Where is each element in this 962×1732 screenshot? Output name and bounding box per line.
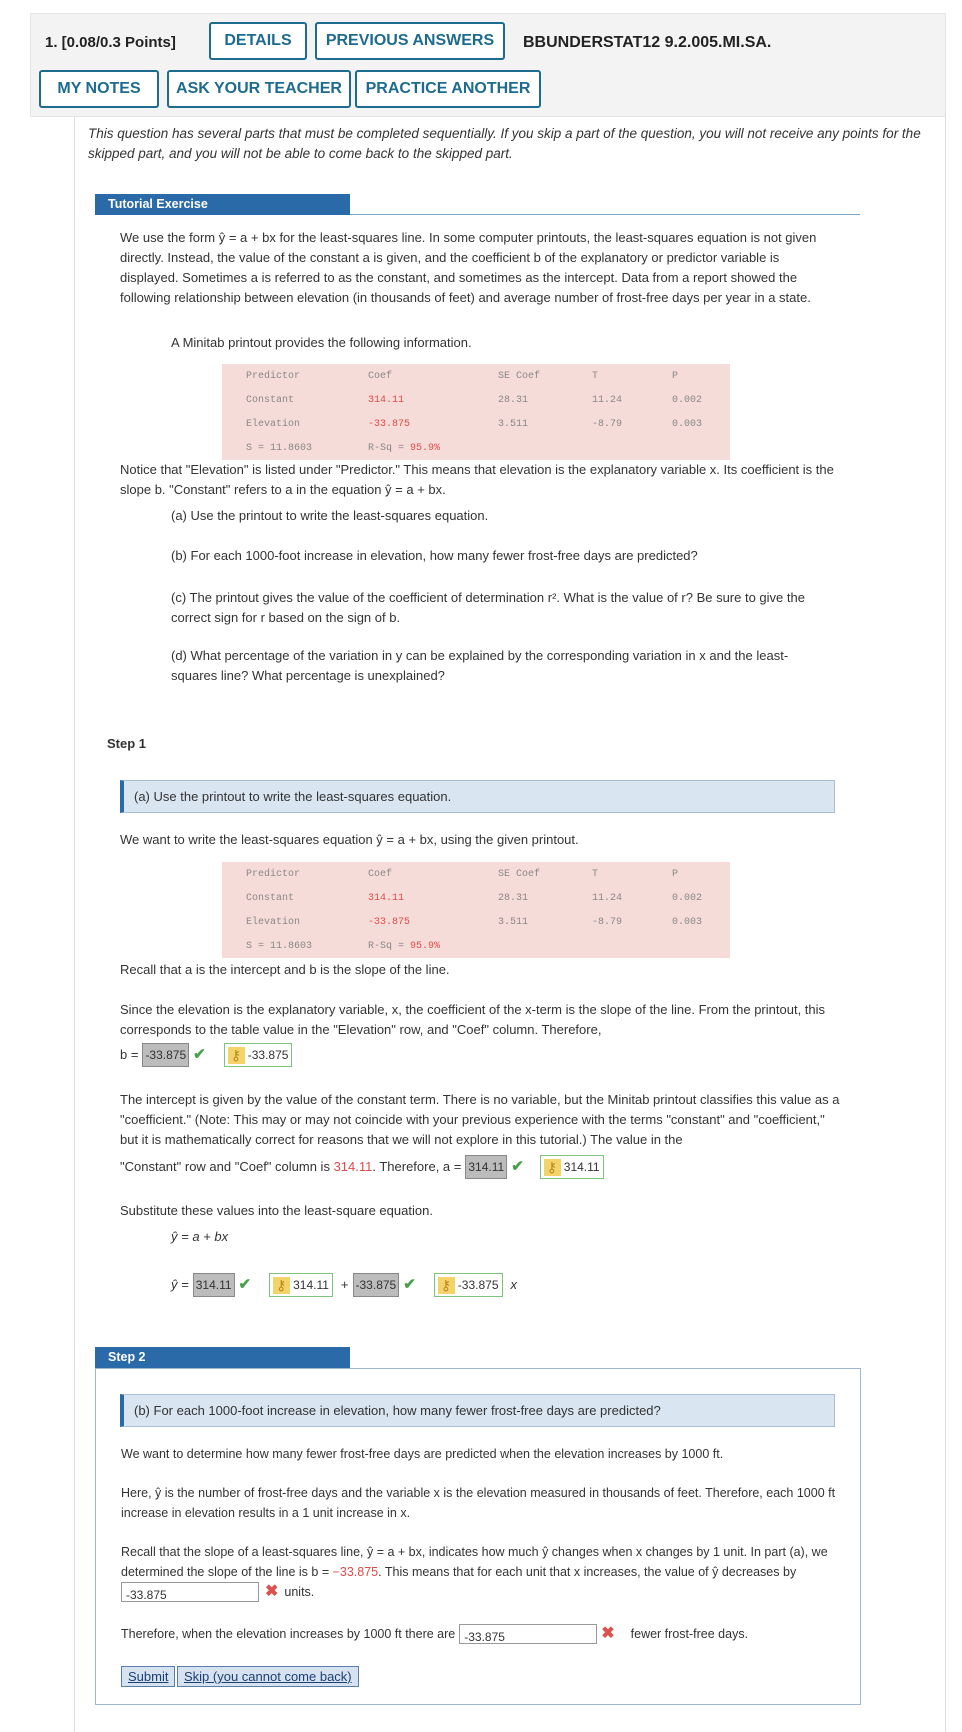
step1-want: We want to write the least-squares equation ŷ = a + bx, using the given printout.	[120, 832, 579, 847]
s-value: S = 11.8603	[246, 443, 313, 454]
minitab-printout	[222, 364, 730, 460]
tutorial-header: Tutorial Exercise	[95, 194, 350, 215]
row-elevation-se: 3.511	[498, 917, 529, 928]
s-value: S = 11.8603	[246, 941, 313, 952]
step2-question-bar: (b) For each 1000-foot increase in elevation, how many fewer frost-free days are predicted?	[120, 1394, 835, 1427]
y-hat-label: ŷ =	[171, 1277, 189, 1292]
b-key-answer: ⚷ -33.875	[224, 1043, 293, 1067]
units-answer-row	[121, 1582, 521, 1602]
step1-since: Since the elevation is the explanatory variable, x, the coefficient of the x-term is the slope of the line. From the printout, this corresponds to the table value in the "Elevation" row, and "Coef" column. Therefore,	[120, 1002, 826, 1037]
row-constant-name: Constant	[246, 893, 295, 904]
step2-p3: Recall that the slope of a least-squares line, ŷ = a + bx, indicates how much ŷ changes when x changes by 1 unit. In part (a), we determined the slope of the line is b = −33.875. This means that for each unit that x increases, the value of ŷ decreases by	[121, 1545, 828, 1579]
a-key-answer: ⚷ 314.11	[540, 1155, 604, 1179]
correct-check-icon: ✔	[238, 1276, 252, 1293]
row-constant-coef: 314.11	[368, 395, 405, 406]
step1-substitute: Substitute these values into the least-square equation.	[120, 1203, 433, 1218]
eq-b-key-answer: ⚷ -33.875	[434, 1273, 503, 1297]
key-icon	[228, 1047, 245, 1064]
incorrect-x-icon: ✖	[601, 1625, 615, 1642]
correct-check-icon: ✔	[511, 1158, 524, 1175]
row-constant-t: 11.24	[592, 893, 623, 904]
row-elevation-t: -8.79	[592, 917, 623, 928]
my-notes-button[interactable]: MY NOTES	[39, 70, 159, 108]
question-b: (b) For each 1000-foot increase in elevation, how many fewer frost-free days are predicted?	[171, 548, 698, 563]
step1-recall: Recall that a is the intercept and b is the slope of the line.	[120, 962, 450, 977]
col-se-coef: SE Coef	[498, 869, 541, 880]
eq-a-key-answer: ⚷ 314.11	[269, 1273, 333, 1297]
practice-another-button[interactable]: PRACTICE ANOTHER	[355, 70, 541, 108]
incorrect-x-icon: ✖	[265, 1583, 279, 1600]
previous-answers-button[interactable]: PREVIOUS ANSWERS	[315, 22, 505, 60]
step1-label: Step 1	[107, 736, 147, 751]
row-constant-name: Constant	[246, 395, 295, 406]
key-icon	[544, 1159, 561, 1176]
step2-label: Step 2	[95, 1347, 350, 1368]
eq-b-value: -33.875	[353, 1273, 400, 1297]
step2-p2: Here, ŷ is the number of frost-free days and the variable x is the elevation measured in thousands of feet. Therefore, each 1000 ft increase in elevation results in a 1 unit increase in x.	[121, 1486, 836, 1520]
key-icon	[438, 1277, 455, 1294]
fewer-days-text: fewer frost-free days.	[630, 1627, 749, 1641]
plus-sign: +	[340, 1277, 349, 1292]
minitab-printout-2	[222, 862, 730, 958]
col-p: P	[672, 869, 679, 880]
row-elevation-se: 3.511	[498, 419, 529, 430]
tutorial-paragraph: We use the form ŷ = a + bx for the least-squares line. In some computer printouts, the least-squares equation is not given directly. Instead, the value of the constant a is given, and the coefficient b of the explanatory or predictor variable is displayed. Sometimes a is referred to as the constant, and sometimes as the intercept. Data from a report showed the following relationship between elevation (in thousands of feet) and average number of frost-free days per year in a state.	[120, 230, 817, 305]
col-coef: Coef	[368, 371, 393, 382]
submit-button[interactable]: Submit	[121, 1666, 175, 1687]
frost-free-answer-row	[121, 1624, 841, 1644]
row-elevation-coef: -33.875	[368, 419, 411, 430]
row-constant-p: 0.002	[672, 395, 703, 406]
units-label: units.	[284, 1585, 315, 1599]
frost-free-days-input[interactable]: -33.875	[459, 1624, 597, 1644]
question-points: 1. [0.08/0.3 Points]	[45, 34, 176, 51]
printout-intro: A Minitab printout provides the following information.	[171, 335, 472, 350]
r-sq: R-Sq = 95.9%	[368, 443, 441, 454]
equation-template: ŷ = a + bx	[171, 1229, 229, 1244]
step1-intercept: The intercept is given by the value of the constant term. There is no variable, but the Minitab printout classifies this value as a "coefficient." (Note: This may or may not coincide with your previous experience with the terms "constant" and "coefficient," but it is mathematically correct for reasons that we will not explore in this tutorial.) The value in the	[120, 1092, 840, 1147]
row-elevation-p: 0.003	[672, 419, 703, 430]
step2-p1: We want to determine how many fewer frost-free days are predicted when the elevation increases by 1000 ft.	[121, 1447, 724, 1461]
row-constant-p: 0.002	[672, 893, 703, 904]
col-se-coef: SE Coef	[498, 371, 541, 382]
row-constant-se: 28.31	[498, 893, 529, 904]
col-t: T	[592, 371, 599, 382]
question-c: (c) The printout gives the value of the coefficient of determination r². What is the value of r? Be sure to give the correct sign for r based on the sign of b.	[171, 590, 805, 625]
intro-note: This question has several parts that must be completed sequentially. If you skip a part of the question, you will not receive any points for the skipped part, and you will not be able to come back to the skipped part.	[88, 126, 921, 161]
b-answer-value: -33.875	[142, 1043, 189, 1067]
constant-value: 314.11	[333, 1159, 373, 1174]
row-constant-coef: 314.11	[368, 893, 405, 904]
key-icon	[273, 1277, 290, 1294]
question-id: BBUNDERSTAT12 9.2.005.MI.SA.	[523, 34, 772, 51]
units-decrease-input[interactable]: -33.875	[121, 1582, 259, 1602]
col-p: P	[672, 371, 679, 382]
equation-answer-row	[171, 1273, 771, 1297]
col-predictor: Predictor	[246, 371, 301, 382]
a-label: . Therefore, a =	[372, 1159, 462, 1174]
correct-check-icon: ✔	[403, 1276, 416, 1293]
b-label: b =	[120, 1047, 139, 1062]
details-button[interactable]: DETAILS	[209, 22, 307, 60]
question-a: (a) Use the printout to write the least-squares equation.	[171, 508, 489, 523]
row-elevation-p: 0.003	[672, 917, 703, 928]
a-answer-value: 314.11	[465, 1155, 507, 1179]
b-answer-row	[120, 1043, 420, 1067]
row-elevation-name: Elevation	[246, 419, 301, 430]
row-elevation-coef: -33.875	[368, 917, 411, 928]
col-predictor: Predictor	[246, 869, 301, 880]
row-elevation-t: -8.79	[592, 419, 623, 430]
predictor-note: Notice that "Elevation" is listed under "Predictor." This means that elevation is the explanatory variable x. Its coefficient is the slope b. "Constant" refers to a in the equation ŷ = a + bx.	[120, 462, 834, 497]
col-t: T	[592, 869, 599, 880]
ask-teacher-button[interactable]: ASK YOUR TEACHER	[167, 70, 351, 108]
tutorial-divider	[350, 214, 860, 215]
step1-question-bar: (a) Use the printout to write the least-squares equation.	[120, 780, 835, 813]
row-constant-t: 11.24	[592, 395, 623, 406]
row-constant-se: 28.31	[498, 395, 529, 406]
question-d: (d) What percentage of the variation in y can be explained by the corresponding variation in x and the least-squares line? What percentage is unexplained?	[171, 648, 789, 683]
constant-text: "Constant" row and "Coef" column is	[120, 1159, 334, 1174]
row-elevation-name: Elevation	[246, 917, 301, 928]
eq-a-value: 314.11	[193, 1273, 235, 1297]
r-sq: R-Sq = 95.9%	[368, 941, 441, 952]
therefore-text: Therefore, when the elevation increases by 1000 ft there are	[121, 1627, 456, 1641]
x-variable: x	[510, 1277, 517, 1292]
col-coef: Coef	[368, 869, 393, 880]
a-answer-row	[120, 1155, 840, 1179]
correct-check-icon: ✔	[193, 1046, 206, 1063]
question-header	[30, 13, 946, 117]
skip-button[interactable]: Skip (you cannot come back)	[177, 1666, 359, 1687]
